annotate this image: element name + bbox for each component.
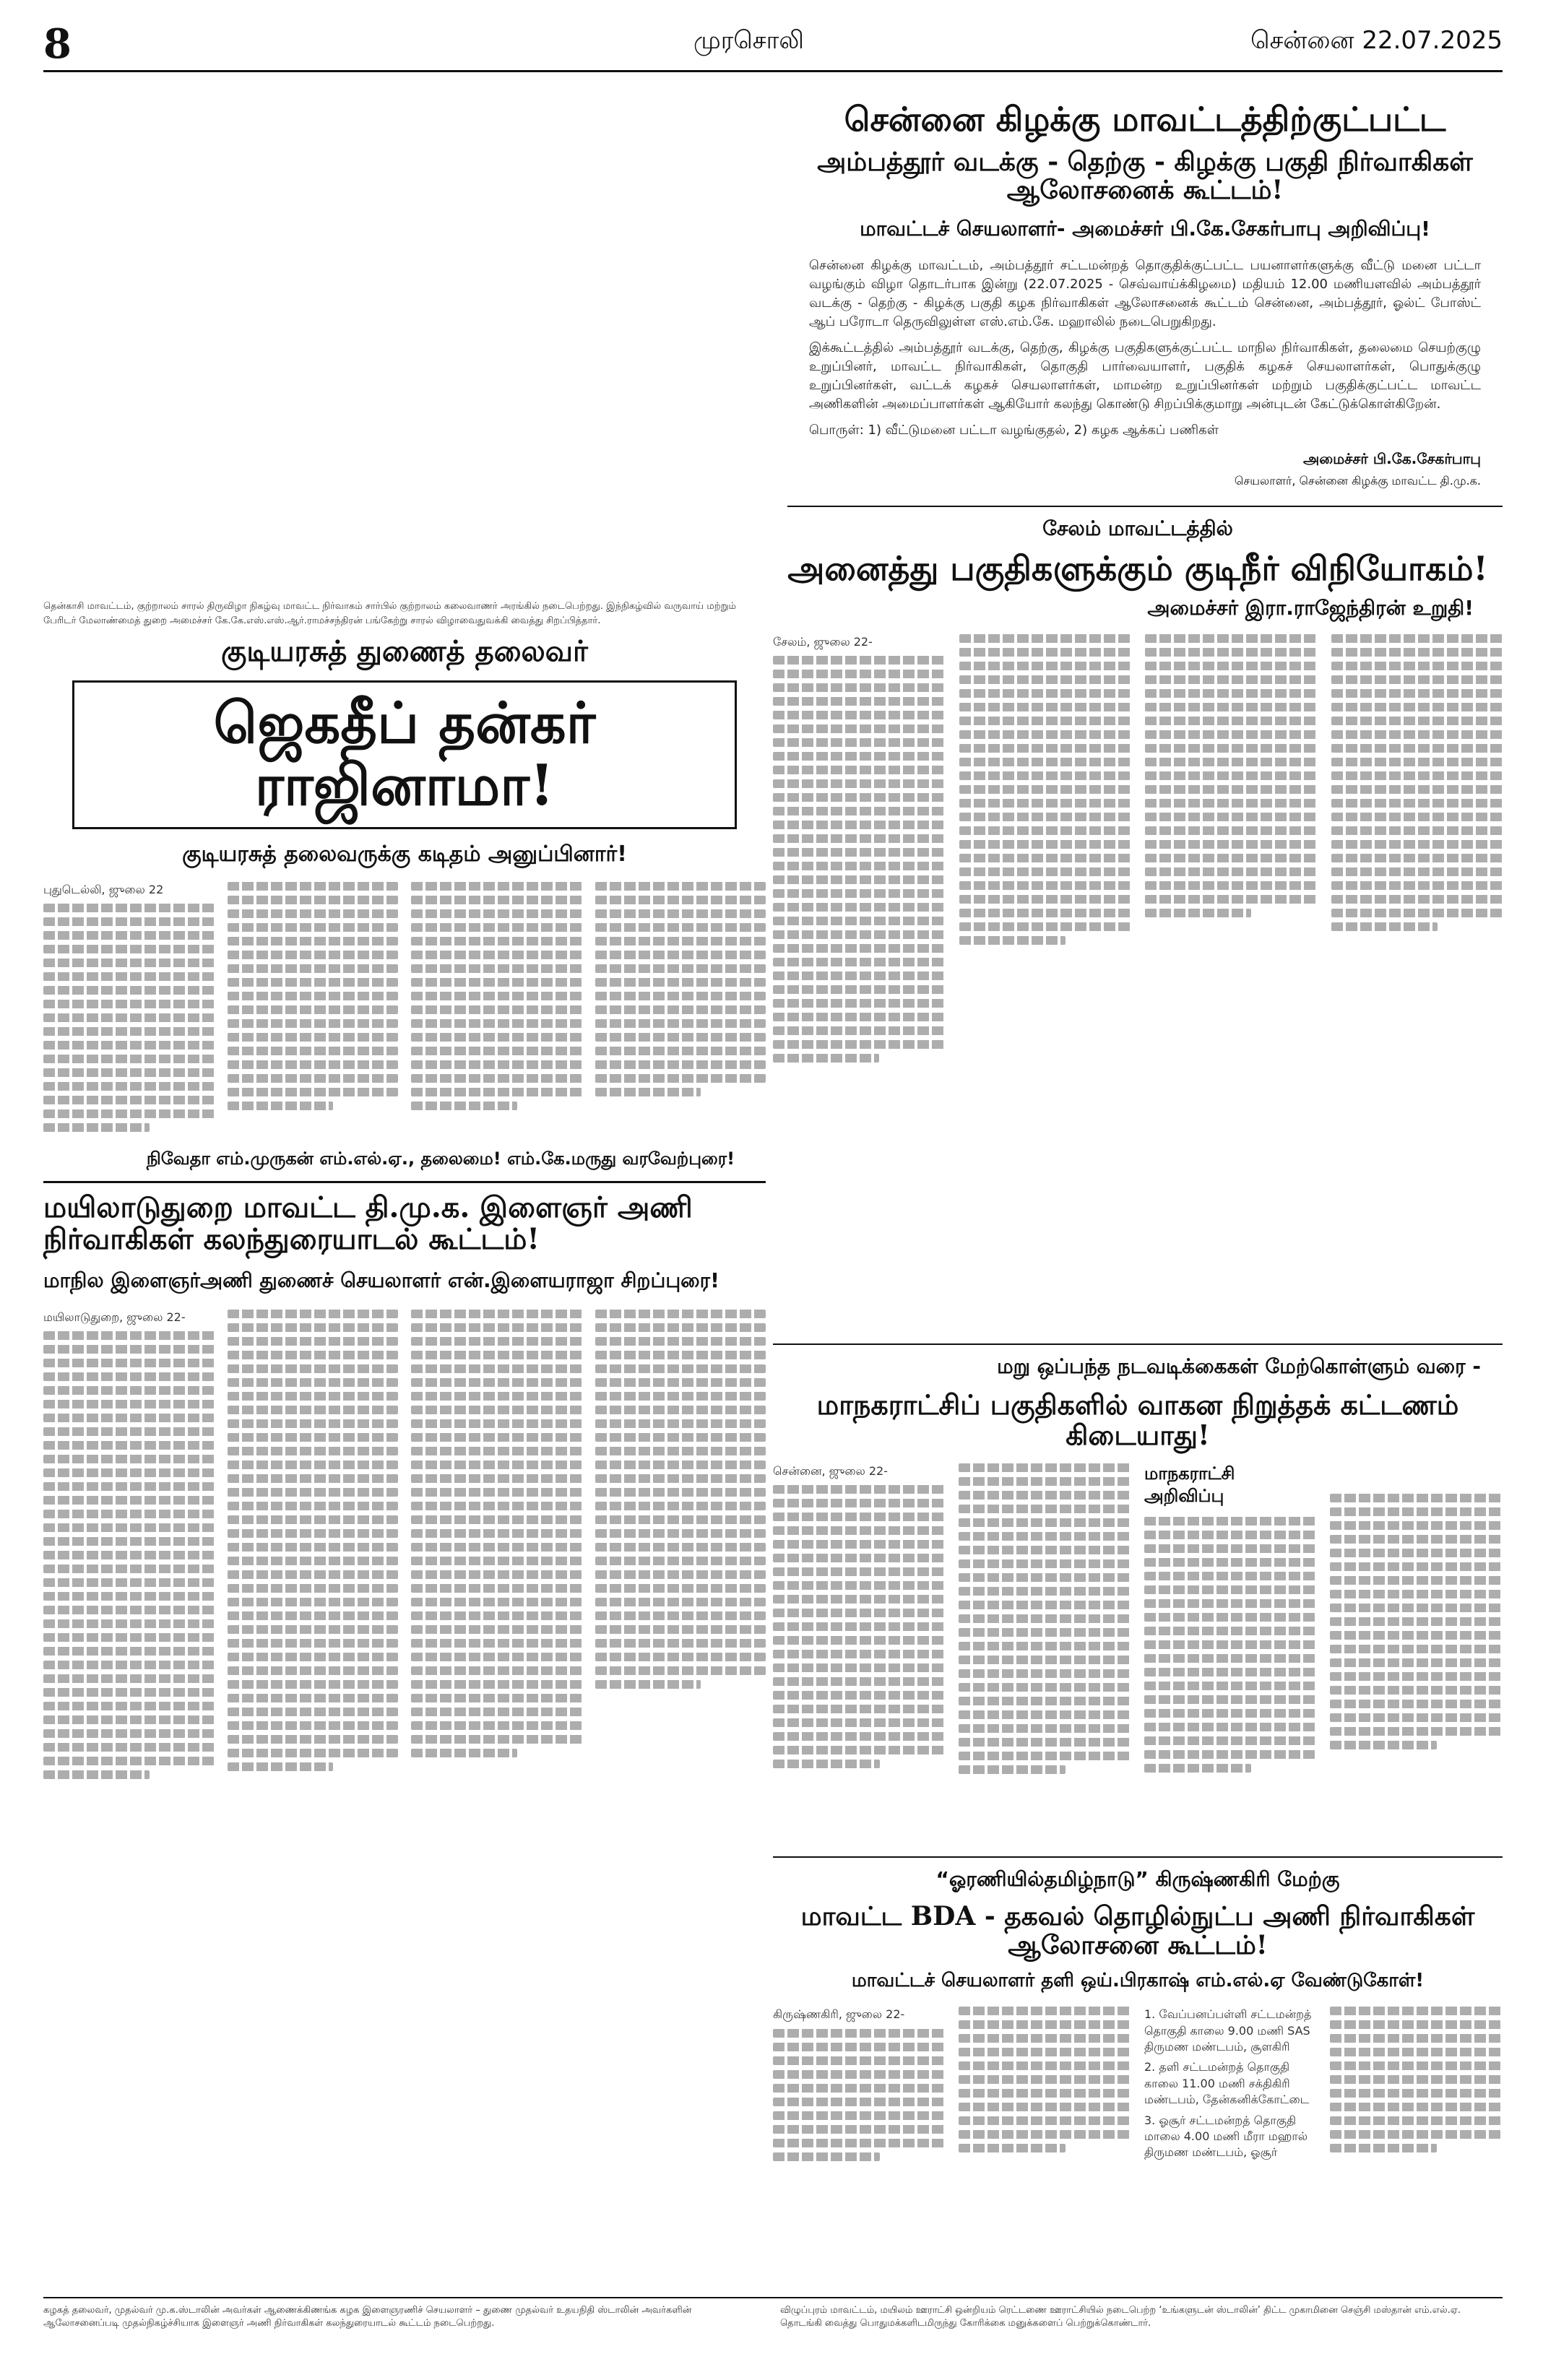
krishnagiri-kicker: “ஓரணியில்தமிழ்நாடு” கிருஷ்ணகிரி மேற்கு bbox=[935, 1867, 1340, 1891]
salem-col bbox=[959, 634, 1131, 1063]
salem-col bbox=[773, 634, 945, 1063]
mayiladuthurai-dateline: மயிலாடுதுறை, ஜுலை 22- bbox=[43, 1310, 186, 1324]
corporation-columns bbox=[773, 1463, 1503, 1774]
mayiladuthurai-col bbox=[43, 1310, 215, 1779]
chennai-agenda: பொருள்: 1) வீட்டுமனை பட்டா வழங்குதல், 2) கழக ஆக்கப் பணிகள் bbox=[809, 423, 1219, 438]
salem-columns bbox=[773, 634, 1503, 1063]
corporation-dateline: சென்னை, ஜுலை 22- bbox=[773, 1463, 888, 1478]
masthead-dateline: சென்னை 22.07.2025 bbox=[1250, 26, 1503, 55]
vp-article bbox=[43, 636, 766, 1192]
mayiladuthurai-subhead: மாநில இளைஞர்அணி துணைச் செயலாளர் என்.இளையராஜா சிறப்புரை! bbox=[43, 1268, 719, 1292]
krishnagiri-point-1: 1. வேப்பனப்பள்ளி சட்டமன்றத் தொகுதி காலை 9.00 மணி SAS திருமண மண்டபம், சூளகிரி bbox=[1144, 2007, 1312, 2054]
mayiladuthurai-col bbox=[595, 1310, 766, 1779]
divider bbox=[773, 1343, 1503, 1345]
krishnagiri-col bbox=[959, 2007, 1131, 2161]
corporation-kicker: மறு ஒப்பந்த நடவடிக்கைகள் மேற்கொள்ளும் வரை - bbox=[997, 1354, 1481, 1378]
corporation-subhead: மாநகராட்சி அறிவிப்பு bbox=[1144, 1463, 1235, 1506]
divider bbox=[787, 506, 1503, 507]
krishnagiri-columns bbox=[773, 2007, 1503, 2161]
chennai-notice bbox=[787, 101, 1503, 491]
salem-subhead: அமைச்சர் இரா.ராஜேந்திரன் உறுதி! bbox=[1147, 595, 1474, 620]
page-number: 8 bbox=[43, 20, 72, 68]
vp-col bbox=[411, 882, 582, 1132]
mayiladuthurai-col bbox=[228, 1310, 399, 1779]
corporation-article bbox=[773, 1354, 1503, 1874]
chennai-signature-title: செயலாளர், சென்னை கிழக்கு மாவட்ட தி.மு.க. bbox=[1234, 474, 1481, 488]
chennai-signature: அமைச்சர் பி.கே.சேகர்பாபு bbox=[1303, 450, 1481, 468]
salem-col bbox=[1331, 634, 1503, 1063]
krishnagiri-point-3: 3. ஓசூர் சட்டமன்றத் தொகுதி மாலை 4.00 மணி மீரா மஹால் திருமண மண்டபம், ஓசூர் bbox=[1144, 2113, 1308, 2160]
chennai-para-2: இக்கூட்டத்தில் அம்பத்தூர் வடக்கு, தெற்கு, கிழக்கு பகுதிகளுக்குட்பட்ட மாநில நிர்வாகிகள், தலைமை செயற்குழு உறுப்பினர், மாவட்ட நிர்வாகிகள், தொகுதி பார்வையாளர், பகுதிக் கழகச் செயலாளர்கள், பொதுக்குழு உறுப்பினர்கள், வட்டக் கழகச் செயலாளர்கள், மாமன்ற உறுப்பினர்கள் மற்றும் பகுதிக்குட்பட்ட மாவட்ட அணிகளின் அமைப்பாளர்கள் ஆகியோர் கலந்து கொண்டு சிறப்பிக்குமாறு அன்புடன் கேட்டுக்கொள்கிறேன். bbox=[809, 339, 1481, 412]
krishnagiri-col bbox=[773, 2007, 946, 2161]
vp-headline: ஜெகதீப் தன்கர் ராஜினாமா! bbox=[72, 680, 737, 829]
salem-headline: அனைத்து பகுதிகளுக்கும் குடிநீர் விநியோகம்! bbox=[787, 549, 1488, 588]
corporation-headline: மாநகராட்சிப் பகுதிகளில் வாகன நிறுத்தக் கட்டணம் கிடையாது! bbox=[816, 1388, 1459, 1451]
vp-dateline: புதுடெல்லி, ஜுலை 22 bbox=[43, 882, 164, 896]
corporation-col bbox=[1144, 1463, 1317, 1774]
divider bbox=[43, 1181, 766, 1183]
divider bbox=[43, 2297, 1503, 2298]
chennai-subhead: மாவட்டச் செயலாளர்- அமைச்சர் பி.கே.சேகர்பாபு அறிவிப்பு! bbox=[860, 216, 1430, 241]
mayiladuthurai-article bbox=[43, 1192, 766, 2131]
salem-dateline: சேலம், ஜுலை 22- bbox=[773, 634, 873, 649]
divider bbox=[773, 1856, 1503, 1858]
nivetha-line bbox=[116, 1148, 766, 1171]
mayiladuthurai-columns bbox=[43, 1310, 766, 1779]
vp-subhead: குடியரசுத் தலைவருக்கு கடிதம் அனுப்பினார்! bbox=[182, 841, 627, 867]
krishnagiri-col bbox=[1144, 2007, 1317, 2161]
salem-kicker: சேலம் மாவட்டத்தில் bbox=[1042, 516, 1233, 540]
krishnagiri-headline: மாவட்ட BDA - தகவல் தொழில்நுட்ப அணி நிர்வாகிகள் ஆலோசனை கூட்டம்! bbox=[800, 1901, 1475, 1960]
chennai-headline: அம்பத்தூர் வடக்கு - தெற்கு - கிழக்கு பகுதி நிர்வாகிகள் ஆலோசனைக் கூட்டம்! bbox=[817, 146, 1473, 206]
krishnagiri-article bbox=[773, 1867, 1503, 2171]
salem-body-lines bbox=[773, 656, 945, 1063]
salem-col bbox=[1145, 634, 1317, 1063]
footer-caption-right: விழுப்புரம் மாவட்டம், மயிலம் ஊராட்சி ஒன்றியம் ரெட்டணை ஊராட்சியில் நடைபெற்ற ‘உங்களுடன் ஸ்டாலின்’ திட்ட முகாமினை செஞ்சி மஸ்தான் எம்.எல்.ஏ. தொடங்கி வைத்து பொதுமக்களிடமிருந்து கோரிக்கை மனுக்களைப் பெற்றுக்கொண்டார். bbox=[780, 2305, 1461, 2329]
corporation-col bbox=[773, 1463, 946, 1774]
footer-caption-left: கழகத் தலைவர், முதல்வர் மு.க.ஸ்டாலின் அவர்கள் ஆணைக்கிணங்க கழக இளைஞரணிச் செயலாளர் – துணை முதல்வர் உதயநிதி ஸ்டாலின் அவர்களின் ஆலோசனைப்படி முதல்நிகழ்ச்சியாக இளைஞர் அணி நிர்வாகிகள் கலந்துரையாடல் கூட்டம் நடைபெற்றது. bbox=[43, 2305, 692, 2329]
vp-col bbox=[228, 882, 399, 1132]
mayiladuthurai-col bbox=[411, 1310, 582, 1779]
vp-col bbox=[43, 882, 215, 1132]
krishnagiri-subhead: மாவட்டச் செயலாளர் தளி ஒய்.பிரகாஷ் எம்.எல்.ஏ வேண்டுகோள்! bbox=[851, 1970, 1425, 1992]
masthead bbox=[43, 14, 1503, 72]
vp-col bbox=[595, 882, 766, 1132]
mayiladuthurai-headline: மயிலாடுதுறை மாவட்ட தி.மு.க. இளைஞர் அணி நிர்வாகிகள் கலந்துரையாடல் கூட்டம்! bbox=[43, 1190, 693, 1256]
corporation-col bbox=[959, 1463, 1131, 1774]
krishnagiri-dateline: கிருஷ்ணகிரி, ஜுலை 22- bbox=[773, 2007, 905, 2022]
salem-article bbox=[773, 516, 1503, 1311]
krishnagiri-col bbox=[1330, 2007, 1503, 2161]
chennai-para-1: சென்னை கிழக்கு மாவட்டம், அம்பத்தூர் சட்டமன்றத் தொகுதிக்குட்பட்ட பயனாளர்களுக்கு வீட்டு மனை பட்டா வழங்கும் விழா தொடர்பாக இன்று (22.07.2025 - செவ்வாய்க்கிழமை) மதியம் 12.00 மணியளவில் அம்பத்தூர் வடக்கு - தெற்கு - கிழக்கு பகுதி கழக நிர்வாகிகள் ஆலோசனைக் கூட்டம் சென்னை, அம்பத்தூர், ஓல்ட் போஸ்ட் ஆப் பரோடா தெருவிலுள்ள எஸ்.எம்.கே. மஹாலில் நடைபெறுகிறது. bbox=[809, 257, 1481, 329]
krishnagiri-point-2: 2. தளி சட்டமன்றத் தொகுதி காலை 11.00 மணி சக்திகிரி மண்டபம், தேன்கனிக்கோட்டை bbox=[1144, 2060, 1310, 2107]
photo-block bbox=[43, 94, 766, 626]
photo-caption: தென்காசி மாவட்டம், குற்றாலம் சாரல் திருவிழா நிகழ்வு மாவட்ட நிர்வாகம் சார்பில் குற்றாலம் கலைவாணர் அரங்கில் நடைபெற்றது. இந்நிகழ்வில் வருவாய் மற்றும் பேரிடர் மேலாண்மைத் துறை அமைச்சர் கே.கே.எஸ்.எஸ்.ஆர்.ராமச்சந்திரன் பங்கேற்று சாரல் விழாவைதுவக்கி வைத்து சிறப்பித்தார். bbox=[43, 601, 736, 626]
chennai-kicker: சென்னை கிழக்கு மாவட்டத்திற்குட்பட்ட bbox=[844, 100, 1446, 139]
vp-kicker: குடியரசுத் துணைத் தலைவர் bbox=[221, 635, 588, 668]
nivetha-headline: நிவேதா எம்.முருகன் எம்.எல்.ஏ., தலைமை! எம்.கே.மருது வரவேற்புரை! bbox=[146, 1148, 735, 1169]
corporation-col bbox=[1330, 1463, 1503, 1774]
vp-columns bbox=[43, 882, 766, 1132]
paper-name: முரசொலி bbox=[693, 26, 804, 55]
